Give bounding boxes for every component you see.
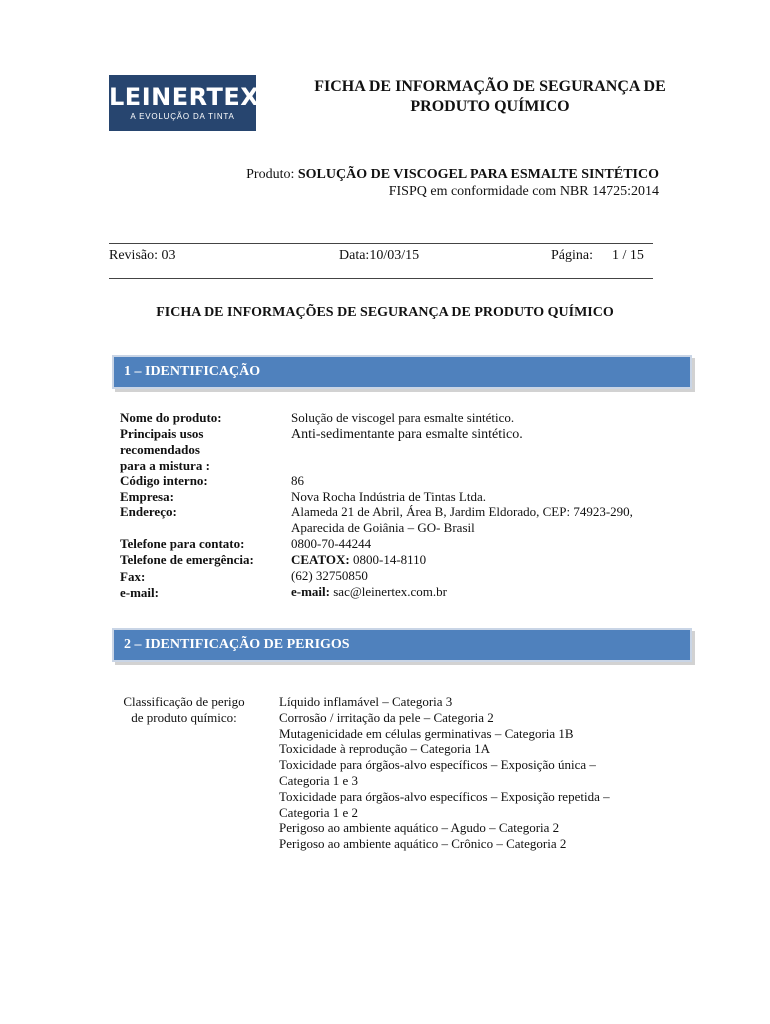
- value-product-name: Solução de viscogel para esmalte sintético.: [291, 410, 515, 425]
- value-fax: (62) 32750850: [291, 568, 368, 583]
- document-title: FICHA DE INFORMAÇÕES DE SEGURANÇA DE PRODUTO QUÍMICO: [156, 305, 614, 320]
- label-address: Endereço:: [120, 504, 177, 519]
- value-internal-code: 86: [291, 473, 304, 488]
- label-uses-1: Principais usos: [120, 426, 204, 441]
- value-uses: Anti-sedimentante para esmalte sintético.: [291, 427, 523, 442]
- hazard-item: Toxicidade para órgãos-alvo específicos – Exposição repetida –: [279, 788, 610, 804]
- revision-number: Revisão: 03: [109, 248, 176, 263]
- hazard-item: Perigoso ao ambiente aquático – Crônico – Categoria 2: [279, 836, 567, 852]
- divider-bottom: [109, 278, 653, 279]
- header-title-line2: PRODUTO QUÍMICO: [410, 98, 570, 115]
- value-address-line2: Aparecida de Goiânia – GO- Brasil: [291, 520, 475, 535]
- emergency-prefix: CEATOX:: [291, 552, 350, 567]
- page-number: 1 / 15: [612, 248, 644, 263]
- document-header-title: [280, 77, 700, 117]
- value-company: Nova Rocha Indústria de Tintas Ltda.: [291, 489, 486, 504]
- divider-top: [109, 243, 653, 244]
- page-label: Página:: [551, 248, 593, 263]
- label-company: Empresa:: [120, 489, 174, 504]
- section-1-heading: 1 – IDENTIFICAÇÃO: [112, 355, 692, 389]
- hazard-label-line2: de produto químico:: [131, 710, 237, 725]
- hazard-classification-label: [109, 694, 259, 726]
- label-email: e-mail:: [120, 585, 159, 600]
- company-logo: [109, 75, 260, 131]
- hazard-label-line1: Classificação de perigo: [123, 694, 245, 709]
- hazard-item: Perigoso ao ambiente aquático – Agudo – Categoria 2: [279, 820, 560, 836]
- email-prefix: e-mail:: [291, 584, 330, 599]
- hazard-item: Categoria 1 e 2: [279, 804, 359, 820]
- hazard-item: Corrosão / irritação da pele – Categoria 2: [279, 709, 494, 725]
- value-emergency-phone: [291, 552, 426, 568]
- label-uses-3: para a mistura :: [120, 458, 210, 473]
- product-name: SOLUÇÃO DE VISCOGEL PARA ESMALTE SINTÉTICO: [297, 167, 659, 182]
- hazard-item: Toxicidade para órgãos-alvo específicos – Exposição única –: [279, 757, 596, 773]
- value-address-line1: Alameda 21 de Abril, Área B, Jardim Eldorado, CEP: 74923-290,: [291, 504, 633, 519]
- label-emergency-phone: Telefone de emergência:: [120, 552, 254, 567]
- hazard-item: Mutagenicidade em células germinativas – Categoria 1B: [279, 725, 574, 741]
- product-label: Produto:: [246, 167, 295, 182]
- label-uses-2: recomendados: [120, 442, 200, 457]
- section-2-heading: 2 – IDENTIFICAÇÃO DE PERIGOS: [112, 628, 692, 662]
- hazard-item: Líquido inflamável – Categoria 3: [279, 694, 453, 709]
- logo-brand: LEINERTEX: [109, 83, 260, 111]
- value-email: [291, 584, 447, 600]
- logo-tagline: A EVOLUÇÃO DA TINTA: [130, 112, 235, 121]
- revision-date: Data:10/03/15: [339, 248, 420, 263]
- label-product-name: Nome do produto:: [120, 410, 222, 425]
- label-fax: Fax:: [120, 569, 146, 584]
- hazard-item: Categoria 1 e 3: [279, 772, 359, 788]
- email-address: sac@leinertex.com.br: [329, 584, 447, 599]
- label-contact-phone: Telefone para contato:: [120, 536, 245, 551]
- product-norm: FISPQ em conformidade com NBR 14725:2014: [388, 184, 659, 199]
- label-internal-code: Código interno:: [120, 473, 208, 488]
- emergency-number: 0800-14-8110: [349, 552, 427, 567]
- value-contact-phone: 0800-70-44244: [291, 536, 372, 551]
- hazard-list: [279, 694, 610, 852]
- product-block: [246, 166, 659, 200]
- header-title-line1: FICHA DE INFORMAÇÃO DE SEGURANÇA DE: [314, 78, 666, 95]
- hazard-item: Toxicidade à reprodução – Categoria 1A: [279, 741, 490, 757]
